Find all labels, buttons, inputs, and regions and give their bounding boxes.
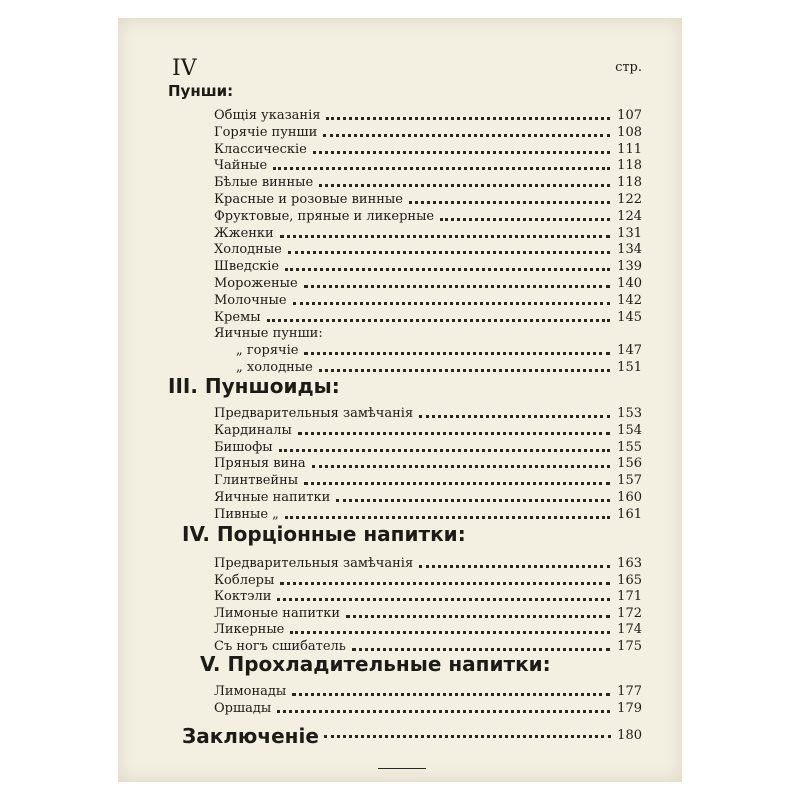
toc-entry-label: Пряныя вина (214, 456, 306, 472)
toc-entry-page: 175 (617, 638, 642, 654)
toc-entry-page: 156 (617, 456, 642, 472)
toc-entry-page: 151 (617, 360, 642, 375)
toc-entry (214, 207, 642, 224)
toc-entry-page: 147 (617, 343, 642, 359)
toc-entry (214, 682, 642, 699)
toc-entry (214, 341, 642, 358)
toc-entry-page: 140 (617, 276, 642, 291)
toc-entry (214, 106, 642, 123)
toc-entry (214, 454, 642, 471)
toc-entry-label: Холодные (214, 242, 282, 258)
toc-entry-label: Кремы (214, 309, 261, 325)
toc-entry-page: 160 (617, 490, 642, 505)
toc-entry-label: Жженки (214, 225, 274, 241)
dot-leader (352, 648, 610, 651)
toc-entry-label: Яичные напитки (214, 490, 331, 505)
toc-entry-label: Пивные „ (214, 506, 279, 522)
dot-leader (285, 516, 610, 519)
end-rule (378, 768, 426, 769)
dot-leader (280, 582, 610, 585)
toc-entry-label: Общія указанія (214, 108, 321, 123)
toc-entry-label: Лимонады (214, 684, 287, 699)
dot-leader (319, 184, 610, 187)
toc-entry-page: 157 (617, 473, 642, 489)
toc-entry (214, 190, 642, 207)
dot-leader (409, 201, 610, 204)
toc-entry-page: 107 (617, 108, 642, 123)
toc-entry-label: „ холодные (236, 360, 313, 375)
toc-entry-page: 163 (617, 556, 642, 571)
toc-entry-page: 131 (617, 225, 642, 241)
dot-leader (313, 151, 610, 154)
toc-entry-label: Чайные (214, 158, 268, 174)
toc-entry (214, 140, 642, 157)
dot-leader (346, 615, 610, 618)
dot-leader (290, 631, 610, 634)
toc-entry-page: 165 (617, 572, 642, 588)
section-title-punshoidy: III. Пуншоиды: (168, 374, 340, 398)
section-title-prokhladitelnye: V. Прохладительные напитки: (200, 652, 551, 676)
toc-entry (214, 404, 642, 421)
dot-leader (326, 117, 610, 120)
toc-entry-page: 179 (617, 701, 642, 716)
dot-leader (304, 352, 610, 355)
dot-leader (419, 565, 610, 568)
toc-entry-page: 174 (617, 622, 642, 637)
dot-leader (277, 710, 610, 713)
toc-entry (214, 291, 642, 308)
section-title-portsionnye: IV. Порціонные напитки: (182, 522, 466, 546)
toc-entry-page: 145 (617, 309, 642, 325)
dot-leader (323, 134, 610, 137)
toc-entry-page: 154 (617, 422, 642, 438)
toc-entry-page: 111 (617, 141, 642, 157)
toc-entry-page: 155 (617, 439, 642, 455)
toc-entry-label: Съ ногъ сшибатель (214, 638, 346, 654)
toc-entry (214, 554, 642, 571)
toc-entry (214, 571, 642, 588)
toc-entry-label: Фруктовые, пряные и ликерные (214, 208, 435, 224)
toc-entry-label: Кардиналы (214, 422, 292, 438)
toc-entry-label: Молочные (214, 292, 287, 308)
toc-entry-page: 177 (617, 684, 642, 699)
toc-entry (214, 438, 642, 455)
dot-leader (285, 268, 610, 271)
toc-entry (214, 358, 642, 375)
toc-entry-page: 122 (617, 192, 642, 207)
dot-leader (319, 369, 610, 372)
toc-entry-label: Глинтвейны (214, 473, 299, 489)
dot-leader (293, 302, 610, 305)
toc-entry (214, 156, 642, 173)
toc-entry-label: Ликерные (214, 622, 285, 637)
dot-leader (288, 251, 610, 254)
toc-entry-label: Бѣлые винные (214, 175, 314, 191)
toc-entry-page: 134 (617, 242, 642, 258)
toc-entry-label: Коктэли (214, 589, 272, 604)
dot-leader (336, 499, 610, 502)
toc-entry (214, 274, 642, 291)
toc-entry-label: Красные и розовые винные (214, 192, 403, 207)
toc-entry-page: 139 (617, 259, 642, 275)
toc-entry (214, 308, 642, 325)
dot-leader (304, 482, 610, 485)
page-number: IV (172, 56, 197, 81)
toc-entry-page: 161 (617, 506, 642, 522)
toc-entry (214, 637, 642, 654)
dot-leader (304, 285, 610, 288)
toc-entry (214, 257, 642, 274)
toc-entry (214, 324, 642, 341)
page-column-label: стр. (615, 60, 642, 75)
toc-entry (214, 620, 642, 637)
dot-leader (298, 432, 610, 435)
dot-leader (279, 449, 610, 452)
dot-leader (280, 235, 610, 238)
toc-entry (214, 587, 642, 604)
book-page (118, 18, 682, 782)
dot-leader (273, 167, 610, 170)
toc-entry (214, 421, 642, 438)
toc-entry-page: 118 (617, 158, 642, 174)
conclusion-page: 180 (617, 728, 642, 743)
dot-leader (419, 415, 610, 418)
toc-entry (214, 604, 642, 621)
toc-entry-page: 118 (617, 175, 642, 191)
dot-leader (440, 218, 610, 221)
toc-entry-label: „ горячіе (236, 343, 299, 359)
toc-entry (214, 173, 642, 190)
toc-entry (214, 471, 642, 488)
toc-entry (214, 123, 642, 140)
toc-entry (214, 224, 642, 241)
dot-leader (312, 465, 610, 468)
dot-leader (267, 319, 610, 322)
toc-entry-page: 108 (617, 124, 642, 140)
toc-entry-label: Шведскіе (214, 259, 280, 275)
toc-entry-page: 171 (617, 589, 642, 604)
toc-entry-label: Яичные пунши: (214, 326, 323, 342)
toc-entry-label: Предварительныя замѣчанія (214, 556, 414, 571)
toc-entry-label: Оршады (214, 701, 272, 716)
toc-entry (214, 240, 642, 257)
toc-entry-label: Лимоные напитки (214, 605, 341, 621)
toc-entry-page: 172 (617, 605, 642, 621)
toc-entry-label: Классическіе (214, 141, 307, 157)
toc-entry-label: Коблеры (214, 572, 275, 588)
toc-entry (214, 488, 642, 505)
dot-leader (277, 598, 610, 601)
toc-entry (214, 699, 642, 716)
toc-entry-page: 124 (617, 208, 642, 224)
toc-entry-label: Бишофы (214, 439, 273, 455)
toc-entry-page: 142 (617, 292, 642, 308)
dot-leader (292, 693, 610, 696)
toc-entry-page: 153 (617, 406, 642, 421)
toc-entry-label: Предварительныя замѣчанія (214, 406, 414, 421)
toc-entry-label: Горячіе пунши (214, 124, 318, 140)
conclusion-row (318, 728, 642, 743)
dot-leader (324, 735, 611, 738)
section-title-conclusion: Заключеніе (182, 724, 319, 748)
toc-entry-label: Мороженые (214, 276, 298, 291)
page-header (172, 58, 642, 82)
section-title-punshi: Пунши: (168, 82, 234, 100)
toc-entry (214, 505, 642, 522)
